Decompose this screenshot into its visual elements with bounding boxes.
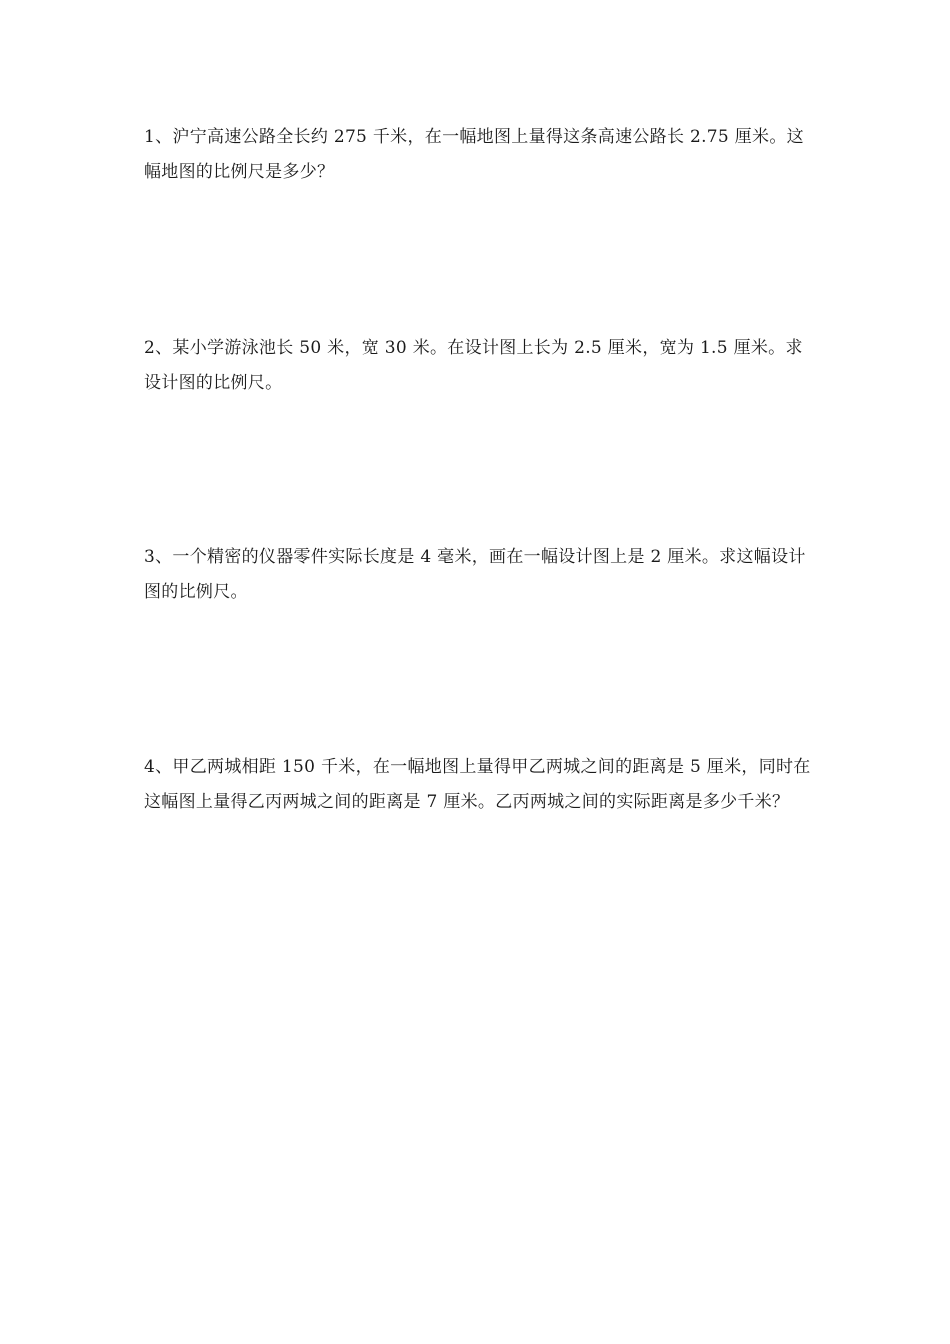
question-4-number: 4、: [144, 757, 173, 777]
question-2-text: 某小学游泳池长 50 米，宽 30 米。在设计图上长为 2.5 厘米，宽为 1.5 厘米。求设计图的比例尺。: [144, 338, 803, 393]
question-3-number: 3、: [144, 547, 173, 567]
question-2-number: 2、: [144, 338, 173, 358]
question-4-text: 甲乙两城相距 150 千米，在一幅地图上量得甲乙两城之间的距离是 5 厘米，同时在这幅图上量得乙丙两城之间的距离是 7 厘米。乙丙两城之间的实际距离是多少千米？: [144, 757, 811, 812]
question-2: [144, 331, 816, 401]
question-1-number: 1、: [144, 127, 173, 147]
question-4: [144, 750, 816, 820]
question-3-text: 一个精密的仪器零件实际长度是 4 毫米，画在一幅设计图上是 2 厘米。求这幅设计图的比例尺。: [144, 547, 806, 602]
question-1: [144, 120, 816, 190]
question-1-text: 沪宁高速公路全长约 275 千米，在一幅地图上量得这条高速公路长 2.75 厘米。这幅地图的比例尺是多少？: [144, 127, 804, 182]
question-3: [144, 540, 816, 610]
